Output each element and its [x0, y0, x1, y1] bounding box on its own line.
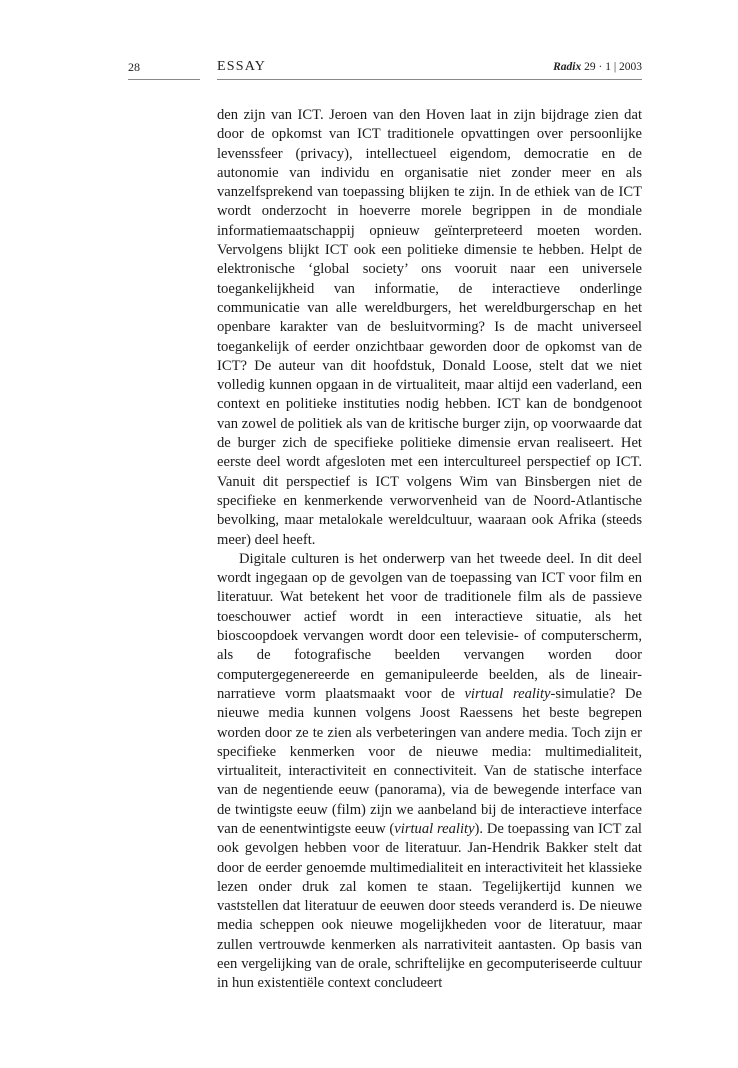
page-number: 28 [128, 60, 140, 74]
journal-reference [553, 61, 642, 73]
article-body [217, 106, 642, 994]
paragraph-2-emphasis-2: virtual reality [394, 820, 475, 837]
journal-name: Radix [553, 61, 582, 73]
paragraph-2-emphasis-1: virtual reality [464, 685, 551, 702]
journal-issue: 29 · 1 | 2003 [584, 61, 642, 73]
section-label: ESSAY [217, 59, 267, 74]
header-rule-left [128, 79, 200, 80]
paragraph-2-part-a: Digitale culturen is het onderwerp van het tweede deel. In dit deel wordt ingegaan op de gevolgen van de toepassing van ICT voor film en literatuur. Wat betekent het voor de traditionele film als de passieve toeschouwer actief wordt in een interactieve situatie, als het bioscoopdoek vervangen wordt door een televisie- of computerscherm, als de fotografische beelden vervangen worden door computergegenereerde en gemanipuleerde beelden, als de lineair-narratieve vorm plaatsmaakt voor de [217, 550, 642, 702]
paragraph-2 [217, 550, 642, 994]
paragraph-2-part-c: ). De toepassing van ICT zal ook gevolgen hebben voor de literatuur. Jan-Hendrik Bakker stelt dat door de eerder genoemde multimedialiteit en interactiviteit het klassieke lezen onder druk zal komen te staan. Tegelijkertijd kunnen we vaststellen dat literatuur de eeuwen door steeds veranderd is. De nieuwe media scheppen ook nieuwe mogelijkheden voor de literatuur, maar zullen vertrouwde kenmerken als narrativiteit aantasten. Op basis van een vergelijking van de orale, schriftelijke en gecomputeriseerde cultuur in hun existentiële context concludeert [217, 820, 642, 992]
paragraph-1: den zijn van ICT. Jeroen van den Hoven laat in zijn bijdrage zien dat door de opkomst van ICT traditionele opvattingen over persoonlijke levenssfeer (privacy), intellectueel eigendom, democratie en de autonomie van individu en organisatie niet zonder meer en als vanzelfsprekend van toepassing blijken te zijn. In de ethiek van de ICT wordt onderzocht in hoeverre morele begrippen in de mondiale informatiemaatschappij opnieuw geïnterpreteerd moeten worden. Vervolgens blijkt ICT ook een politieke dimensie te hebben. Helpt de elektronische ‘global society’ ons vooruit naar een universele toegankelijkheid van informatie, de interactieve onderlinge communicatie van alle wereldburgers, het wereldburgerschap en het openbare karakter van de besluitvorming? Is de macht universeel toegankelijk of eerder onzichtbaar geworden door de opkomst van de ICT? De auteur van dit hoofdstuk, Donald Loose, stelt dat we niet volledig kunnen opgaan in de virtualiteit, maar altijd een vaderland, een context en politieke instituties nodig hebben. ICT kan de bondgenoot van zowel de politiek als van de kritische burger zijn, op voorwaarde dat de burger zich de specifieke politieke dimensie ervan realiseert. Het eerste deel wordt afgesloten met een intercultureel perspectief op ICT. Vanuit dit perspectief is ICT volgens Wim van Binsbergen niet de specifieke en kenmerkende verworvenheid van de Noord-Atlantische bevolking, maar metalokale wereldcultuur, waaraan ook Afrika (steeds meer) deel heeft. [217, 107, 642, 548]
header-rule-right [217, 79, 642, 80]
paragraph-2-part-b: -simulatie? De nieuwe media kunnen volgens Joost Raessens het beste begrepen worden door ze te zien als verbeteringen van andere media. Toch zijn er specifieke kenmerken voor de nieuwe media: multimedialiteit, virtualiteit, interactiviteit en connectiviteit. Van de statische interface van de negentiende eeuw (panorama), via de bewegende interface van de twintigste eeuw (film) zijn we aanbeland bij de interactieve interface van de eenentwintigste eeuw ( [217, 685, 642, 837]
